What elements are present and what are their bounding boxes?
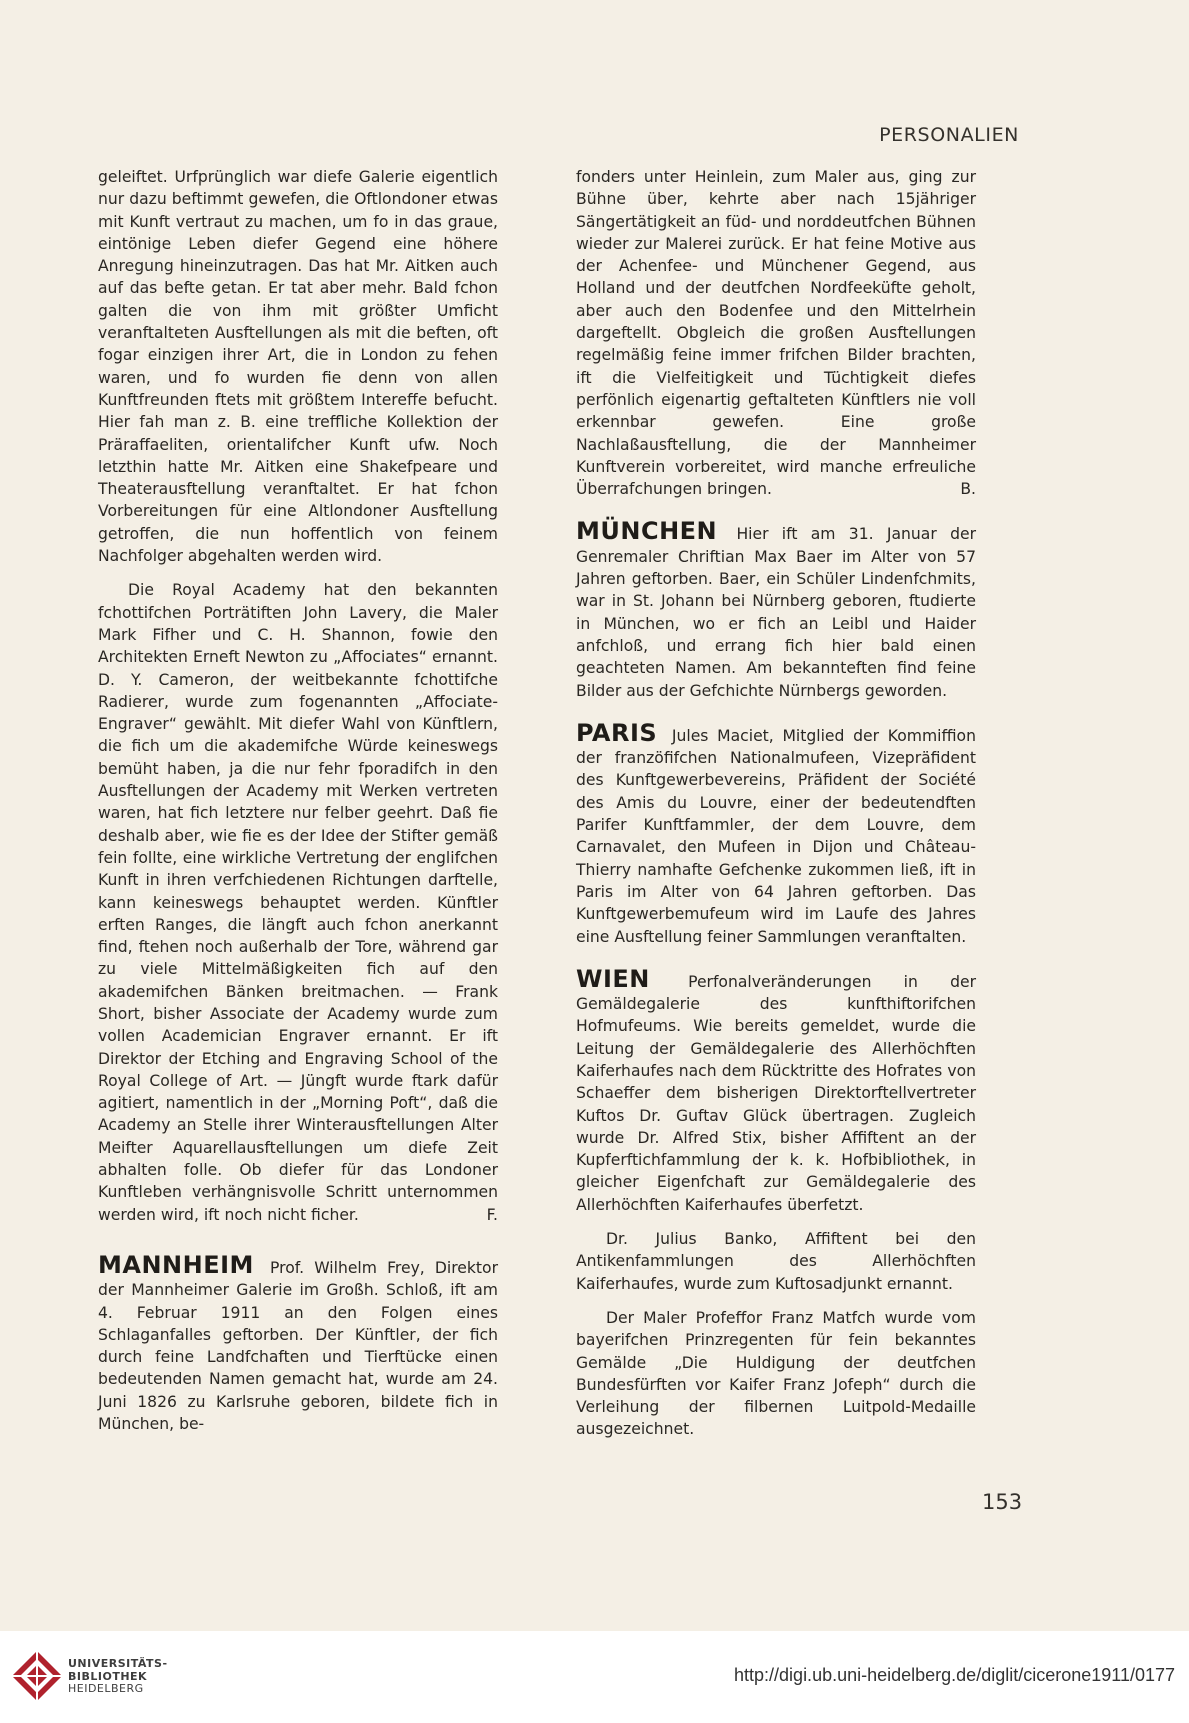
section-heading: WIEN (576, 964, 650, 993)
section-text: Prof. Wilhelm Frey, Direktor der Mannheimer Galerie im Großh. Schloß, ift am 4. Februar 1911 an den Folgen eines Schlaganfalles geftorben. Der Künftler, der fich durch feine Landfchaften und Tierftücke einen bedeutenden Namen gemacht hat, wurde am 24. Juni 1826 zu Karlsruhe geboren, bildete fich in München, be- (98, 1258, 498, 1434)
section-text: Hier ift am 31. Januar der Genremaler Chriftian Max Baer im Alter von 57 Jahren geftorben. Baer, ein Schüler Lindenfchmits, war in St. Johann bei Nürnberg geboren, ftudierte in München, wo er fich an Leibl und Haider anfchloß, und errang fich hier bald einen geachteten Namen. Am bekannteften find feine Bilder aus der Gefchichte Nürnbergs geworden. (576, 525, 976, 700)
section-heading: MÜNCHEN (576, 517, 718, 546)
article-paragraph (576, 166, 976, 500)
section-paris (576, 718, 976, 948)
section-heading: MANNHEIM (98, 1250, 254, 1279)
running-head: PERSONALIEN (879, 124, 1019, 146)
author-signature: B. (960, 480, 976, 499)
section-mannheim (98, 1250, 498, 1435)
source-url[interactable]: http://digi.ub.uni-heidelberg.de/diglit/cicerone1911/0177 (734, 1665, 1175, 1685)
article-paragraph: Dr. Julius Banko, Affiftent bei den Antikenfammlungen des Allerhöchften Kaiferhaufes, wurde zum Kuftosadjunkt ernannt. (576, 1230, 976, 1293)
section-wien (576, 964, 976, 1216)
right-column (576, 166, 976, 1441)
library-line: BIBLIOTHEK (68, 1669, 148, 1683)
article-paragraph (98, 579, 498, 1226)
left-column (98, 166, 498, 1435)
section-heading: PARIS (576, 718, 658, 747)
digitization-footer (0, 1631, 1189, 1723)
library-name (68, 1658, 168, 1696)
paragraph-text: Die Royal Academy hat den bekannten fchottifchen Porträtiften John Lavery, die Maler Mark Fifher und C. H. Shannon, fowie den Architekten Erneft Newton zu „Affociates“ ernannt. D. Y. Cameron, der weitbekannte fchottifche Radierer, wurde zum fogenannten „Affociate-Engraver“ gewählt. Mit diefer Wahl von Künftlern, die fich um die akademifche Würde keineswegs bemüht haben, ja die nur fehr fporadifch in den Ausftellungen der Academy mit Werken vertreten waren, hat fich letztere nur felber geehrt. Daß fie deshalb aber, wie fie es der Idee der Stifter gemäß fein follte, eine wirkliche Vertretung der englifchen Kunft in ihren verfchiedenen Richtungen darftelle, kann keineswegs behauptet werden. Künftler erften Ranges, die längft auch fchon anerkannt find, ftehen noch außerhalb der Tore, während gar zu viele Mittelmäßigkeiten fich auf den akademifchen Bänken breitmachen. — Frank Short, bisher Associate der Academy wurde zum vollen Academician Engraver ernannt. Er ift Direktor der Etching and Engraving School of the Royal College of Art. — Jüngft wurde ftark dafür agitiert, namentlich in der „Morning Poft“, daß die Academy an Stelle ihrer Winterausftellungen Alter Meifter Aquarellausftellungen um diefe Zeit abhalten folle. Ob diefer für das Londoner Kunftleben verhängnisvolle Schritt unternommen werden wird, ift noch nicht ficher. (98, 581, 498, 1224)
section-muenchen (576, 517, 976, 701)
paragraph-text: fonders unter Heinlein, zum Maler aus, ging zur Bühne über, kehrte aber nach 15jähriger Sängertätigkeit an füd- und norddeutfchen Bühnen wieder zur Malerei zurück. Er hat feine Motive aus der Achenfee- und Münchener Gegend, aus Holland und der deutfchen Nordfeeküfte geholt, aber auch den Bodenfee und den Mittelrhein dargeftellt. Obgleich die großen Ausftellungen regelmäßig feine immer frifchen Bilder brachten, ift die Vielfeitigkeit und Tüchtigkeit diefes perfönlich eigenartig geftalteten Künftlers nie voll erkennbar gewefen. Eine große Nachlaßausftellung, die der Mannheimer Kunftverein vorbereitet, wird manche erfreuliche Überrafchungen bringen. (576, 168, 976, 499)
section-text: Jules Maciet, Mitglied der Kommiffion der franzöfifchen Nationalmufeen, Vizepräfident des Kunftgewerbevereins, Präfident der Société des Amis du Louvre, einer der bedeutendften Parifer Kunftfammler, der dem Louvre, dem Carnavalet, den Mufeen in Dijon und Château-Thierry namhafte Gefchenke zukommen ließ, ift in Paris im Alter von 64 Jahren geftorben. Das Kunftgewerbemufeum wird im Laufe des Jahres eine Ausftellung feiner Sammlungen veranftalten. (576, 726, 976, 946)
article-paragraph: geleiftet. Urfprünglich war diefe Galerie eigentlich nur dazu beftimmt gewefen, die Oftlondoner etwas mit Kunft vertraut zu machen, um fo in das graue, eintönige Leben diefer Gegend eine höhere Anregung hineinzutragen. Das hat Mr. Aitken auch auf das befte getan. Er tat aber mehr. Bald fchon galten die von ihm mit größter Umficht veranftalteten Ausftellungen als mit die beften, oft fogar einzigen ihrer Art, die in London zu fehen waren, und fo wurden fie denn von allen Kunftfreunden ftets mit größtem Intereffe befucht. Hier fah man z. B. eine treffliche Kollektion der Präraffaeliten, orientalifcher Kunft ufw. Noch letzthin hatte Mr. Aitken eine Shakefpeare und Theaterausftellung veranftaltet. Er hat fchon Vorbereitungen für eine Altlondoner Ausftellung getroffen, die nun hoffentlich von feinem Nachfolger abgehalten werden wird. (98, 168, 498, 566)
university-library-logo-icon (10, 1649, 64, 1703)
section-text: Perfonalveränderungen in der Gemäldegalerie des kunfthiftorifchen Hofmufeums. Wie bereits gemeldet, wurde die Leitung der Gemäldegalerie des Allerhöchften Kaiferhaufes nach dem Rücktritte des Hofrates von Schaeffer dem bisherigen Direktorftellvertreter Kuftos Dr. Guftav Glück übertragen. Zugleich wurde Dr. Alfred Stix, bisher Affiftent an der Kupferftichfammlung der k. k. Hofbibliothek, in gleicher Eigenfchaft zur Gemäldegalerie des Allerhöchften Kaiferhaufes überfetzt. (576, 972, 976, 1214)
library-line: HEIDELBERG (68, 1682, 144, 1695)
page-number: 153 (982, 1490, 1023, 1514)
library-line: UNIVERSITÄTS- (68, 1657, 168, 1670)
article-paragraph: Der Maler Profeffor Franz Matfch wurde vom bayerifchen Prinzregenten für fein bekanntes Gemälde „Die Huldigung der deutfchen Bundesfürften vor Kaifer Franz Jofeph“ durch die Verleihung der filbernen Luitpold-Medaille ausgezeichnet. (576, 1308, 976, 1439)
author-signature: F. (486, 1205, 498, 1224)
